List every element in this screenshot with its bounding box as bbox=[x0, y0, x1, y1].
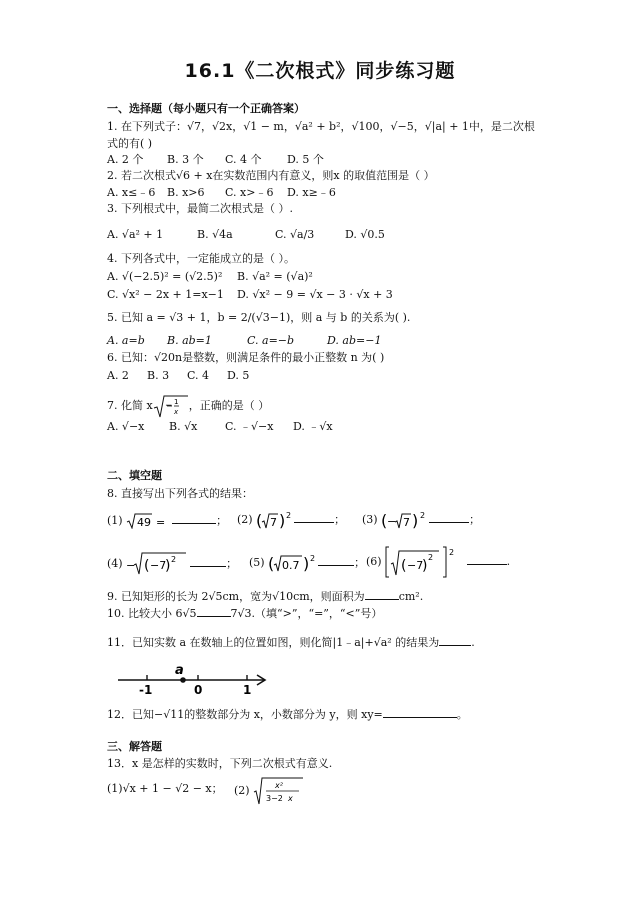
q8-item-5: (5) ( 0.7 ) 2 ； bbox=[249, 554, 366, 573]
svg-text:x: x bbox=[173, 408, 178, 416]
question-4-options-row2 bbox=[107, 288, 393, 302]
q9-unit: cm². bbox=[398, 590, 424, 603]
q3-option-b: B. √4a bbox=[197, 228, 233, 241]
question-4-options-row1 bbox=[107, 270, 313, 284]
question-8-stem: 8. 直接写出下列各式的结果： bbox=[107, 487, 253, 500]
question-1-stem-cont: 式的有( ) bbox=[107, 137, 153, 150]
q8-expr-3 bbox=[381, 510, 429, 530]
svg-text:−7: −7 bbox=[150, 559, 167, 572]
q8-expr-1 bbox=[126, 513, 172, 529]
q8-item-3-label: (3) bbox=[362, 513, 378, 526]
q6-option-c: C. 4 bbox=[187, 369, 210, 382]
q3-option-a: A. √a² + 1 bbox=[107, 228, 164, 241]
q8-expr-5 bbox=[268, 552, 318, 574]
q7-stem-pre: 7. 化简 x bbox=[107, 399, 153, 412]
q8-blank-5[interactable] bbox=[318, 554, 354, 566]
q10-stem-pre: 10. 比较大小 6√5 bbox=[107, 607, 197, 620]
page-title: 16.1《二次根式》同步练习题 bbox=[184, 60, 456, 82]
svg-text:=: = bbox=[156, 516, 166, 529]
section-heading-fill: 二、填空题 bbox=[107, 469, 162, 482]
q12-blank[interactable] bbox=[383, 706, 457, 718]
svg-text:(: ( bbox=[381, 511, 388, 530]
svg-text:0.7: 0.7 bbox=[282, 559, 300, 572]
svg-text:2: 2 bbox=[420, 511, 426, 520]
q7-option-d: D. ﹣√x bbox=[293, 420, 333, 433]
q6-option-d: D. 5 bbox=[227, 369, 250, 382]
q8-blank-1[interactable] bbox=[172, 512, 216, 524]
svg-text:2: 2 bbox=[171, 555, 177, 564]
q7-radical-minus-one-over-x bbox=[153, 395, 189, 417]
svg-text:): ) bbox=[303, 554, 310, 573]
question-6-options bbox=[107, 369, 249, 383]
svg-text:2: 2 bbox=[449, 548, 455, 557]
svg-text:−7: −7 bbox=[407, 559, 424, 572]
svg-text:7: 7 bbox=[270, 516, 278, 529]
question-3-options bbox=[107, 228, 385, 242]
q4-option-b: B. √a² = (√a)² bbox=[237, 270, 313, 283]
q9-stem: 9. 已知矩形的长为 2√5cm，宽为√10cm，则面积为 bbox=[107, 590, 365, 603]
point-a-label: a bbox=[175, 663, 184, 678]
q8-blank-2[interactable] bbox=[294, 511, 334, 523]
svg-text:2: 2 bbox=[428, 553, 434, 562]
q13-part-1: (1)√x + 1 − √2 − x； bbox=[107, 782, 223, 795]
svg-text:−: − bbox=[164, 401, 173, 411]
q5-option-a: A. a=b bbox=[107, 334, 145, 347]
point-a bbox=[180, 677, 186, 683]
section-heading-choice: 一、选择题（每小题只有一个正确答案） bbox=[107, 102, 305, 115]
q10-blank[interactable] bbox=[197, 605, 231, 617]
q12-stem-end: 。 bbox=[456, 708, 468, 721]
svg-text:2: 2 bbox=[310, 554, 316, 563]
q8-item-2: (2) ( 7 ) 2 ； bbox=[237, 511, 346, 530]
q2-option-d: D. x≥﹣6 bbox=[287, 186, 336, 199]
q10-stem-post: 7√3.（填“>”，“=”，“<”号） bbox=[230, 607, 383, 620]
svg-text:(: ( bbox=[256, 511, 263, 530]
q8-blank-4[interactable] bbox=[190, 555, 226, 567]
q9-blank[interactable] bbox=[365, 588, 399, 600]
q5-option-b: B. ab=1 bbox=[167, 334, 212, 347]
svg-text:3−2: 3−2 bbox=[266, 794, 283, 803]
q4-option-c: C. √x² − 2x + 1=x−1 bbox=[107, 288, 224, 301]
question-2-stem: 2. 若二次根式√6 + x在实数范围内有意义，则x 的取值范围是（ ） bbox=[107, 169, 435, 182]
q8-expr-6 bbox=[385, 545, 457, 579]
q4-option-a: A. √(−2.5)² = (√2.5)² bbox=[107, 270, 223, 283]
svg-text:−: − bbox=[126, 559, 136, 572]
question-3-stem: 3. 下列根式中，最简二次根式是（ ）. bbox=[107, 202, 293, 215]
q4-option-d: D. √x² − 9 = √x − 3 · √x + 3 bbox=[237, 288, 393, 301]
number-line-diagram bbox=[118, 662, 278, 700]
q7-stem-post: ，正确的是（ ） bbox=[188, 399, 270, 412]
q13-part-2-radical bbox=[253, 777, 305, 805]
q13-part-2 bbox=[234, 777, 305, 805]
svg-text:(: ( bbox=[144, 558, 150, 574]
question-2-options bbox=[107, 186, 336, 200]
question-11: 11．已知实数 a 在数轴上的位置如图，则化简|1﹣a|+√a² 的结果为 . bbox=[107, 636, 475, 649]
question-1-options bbox=[107, 153, 324, 167]
q8-item-2-label: (2) bbox=[237, 513, 253, 526]
question-5-options bbox=[107, 334, 381, 348]
svg-text:): ) bbox=[412, 511, 419, 530]
svg-text:1: 1 bbox=[173, 398, 179, 406]
q11-stem: 11．已知实数 a 在数轴上的位置如图，则化简|1﹣a|+√a² 的结果为 bbox=[107, 636, 440, 649]
question-12 bbox=[107, 706, 468, 722]
q8-item-5-label: (5) bbox=[249, 556, 265, 569]
q8-item-6-label: (6) bbox=[366, 555, 382, 568]
question-10 bbox=[107, 605, 382, 621]
q5-option-c: C. a=−b bbox=[247, 334, 295, 347]
q8-expr-2 bbox=[256, 510, 294, 530]
question-5-stem: 5. 已知 a = √3 + 1，b = 2/(√3−1)，则 a 与 b 的关系为( ). bbox=[107, 311, 411, 324]
tick-label-zero: 0 bbox=[194, 683, 203, 697]
question-1-stem: 1. 在下列式子：√7，√2x，√1 − m，√a² + b²，√100，√−5，√|a| + 1中，是二次根 bbox=[107, 120, 535, 133]
q8-item-6: (6) ( −7 ) 2 2 . bbox=[366, 545, 510, 579]
svg-text:): ) bbox=[165, 558, 171, 574]
svg-text:49: 49 bbox=[137, 516, 152, 529]
svg-text:x²: x² bbox=[275, 781, 284, 790]
svg-text:x: x bbox=[288, 794, 293, 803]
question-9 bbox=[107, 588, 423, 604]
svg-text:): ) bbox=[422, 558, 428, 574]
q1-option-a: A. 2 个 bbox=[107, 153, 144, 166]
svg-text:−: − bbox=[387, 515, 397, 528]
q3-option-c: C. √a/3 bbox=[275, 228, 315, 241]
svg-text:): ) bbox=[279, 511, 286, 530]
q3-option-d: D. √0.5 bbox=[345, 228, 385, 241]
svg-text:(: ( bbox=[401, 558, 407, 574]
q1-option-c: C. 4 个 bbox=[225, 153, 262, 166]
tick-label-minus-one: -1 bbox=[139, 683, 153, 697]
q7-option-a: A. √−x bbox=[107, 420, 145, 433]
q13-part-2-label: (2) bbox=[234, 784, 250, 797]
q7-option-b: B. √x bbox=[169, 420, 198, 433]
q2-option-a: A. x≤﹣6 bbox=[107, 186, 156, 199]
question-4-stem: 4. 下列各式中，一定能成立的是（ ）。 bbox=[107, 252, 295, 265]
q6-option-a: A. 2 bbox=[107, 369, 129, 382]
svg-text:7: 7 bbox=[403, 516, 411, 529]
q8-item-1: (1) 49 = ； bbox=[107, 514, 228, 529]
q8-blank-3[interactable] bbox=[429, 511, 469, 523]
q8-expr-4 bbox=[126, 552, 190, 576]
q8-blank-6[interactable] bbox=[467, 553, 507, 565]
q8-item-3: (3) ( − 7 ) 2 ； bbox=[362, 511, 481, 530]
section-heading-solve: 三、解答题 bbox=[107, 740, 162, 753]
q2-option-c: C. x>﹣6 bbox=[225, 186, 274, 199]
q8-item-4: (4) − ( −7 ) 2 ； bbox=[107, 552, 237, 576]
question-6-stem: 6. 已知：√20n是整数，则满足条件的最小正整数 n 为( ) bbox=[107, 351, 385, 364]
question-7-options bbox=[107, 420, 333, 434]
tick-label-one: 1 bbox=[243, 683, 252, 697]
svg-text:2: 2 bbox=[286, 511, 292, 520]
q11-blank[interactable] bbox=[439, 634, 471, 646]
q8-item-1-label: (1) bbox=[107, 514, 123, 527]
q7-option-c: C. ﹣√−x bbox=[225, 420, 274, 433]
q1-option-d: D. 5 个 bbox=[287, 153, 324, 166]
question-7-stem bbox=[107, 395, 269, 417]
q2-option-b: B. x>6 bbox=[167, 186, 205, 199]
q6-option-b: B. 3 bbox=[147, 369, 170, 382]
svg-text:(: ( bbox=[268, 554, 275, 573]
q7-radical-icon bbox=[153, 395, 189, 419]
question-13-stem: 13．x 是怎样的实数时，下列二次根式有意义. bbox=[107, 757, 333, 770]
q1-option-b: B. 3 个 bbox=[167, 153, 204, 166]
q8-item-4-label: (4) bbox=[107, 557, 123, 570]
q12-stem: 12．已知−√11的整数部分为 x，小数部分为 y，则 xy= bbox=[107, 708, 383, 721]
q5-option-d: D. ab=−1 bbox=[327, 334, 382, 347]
